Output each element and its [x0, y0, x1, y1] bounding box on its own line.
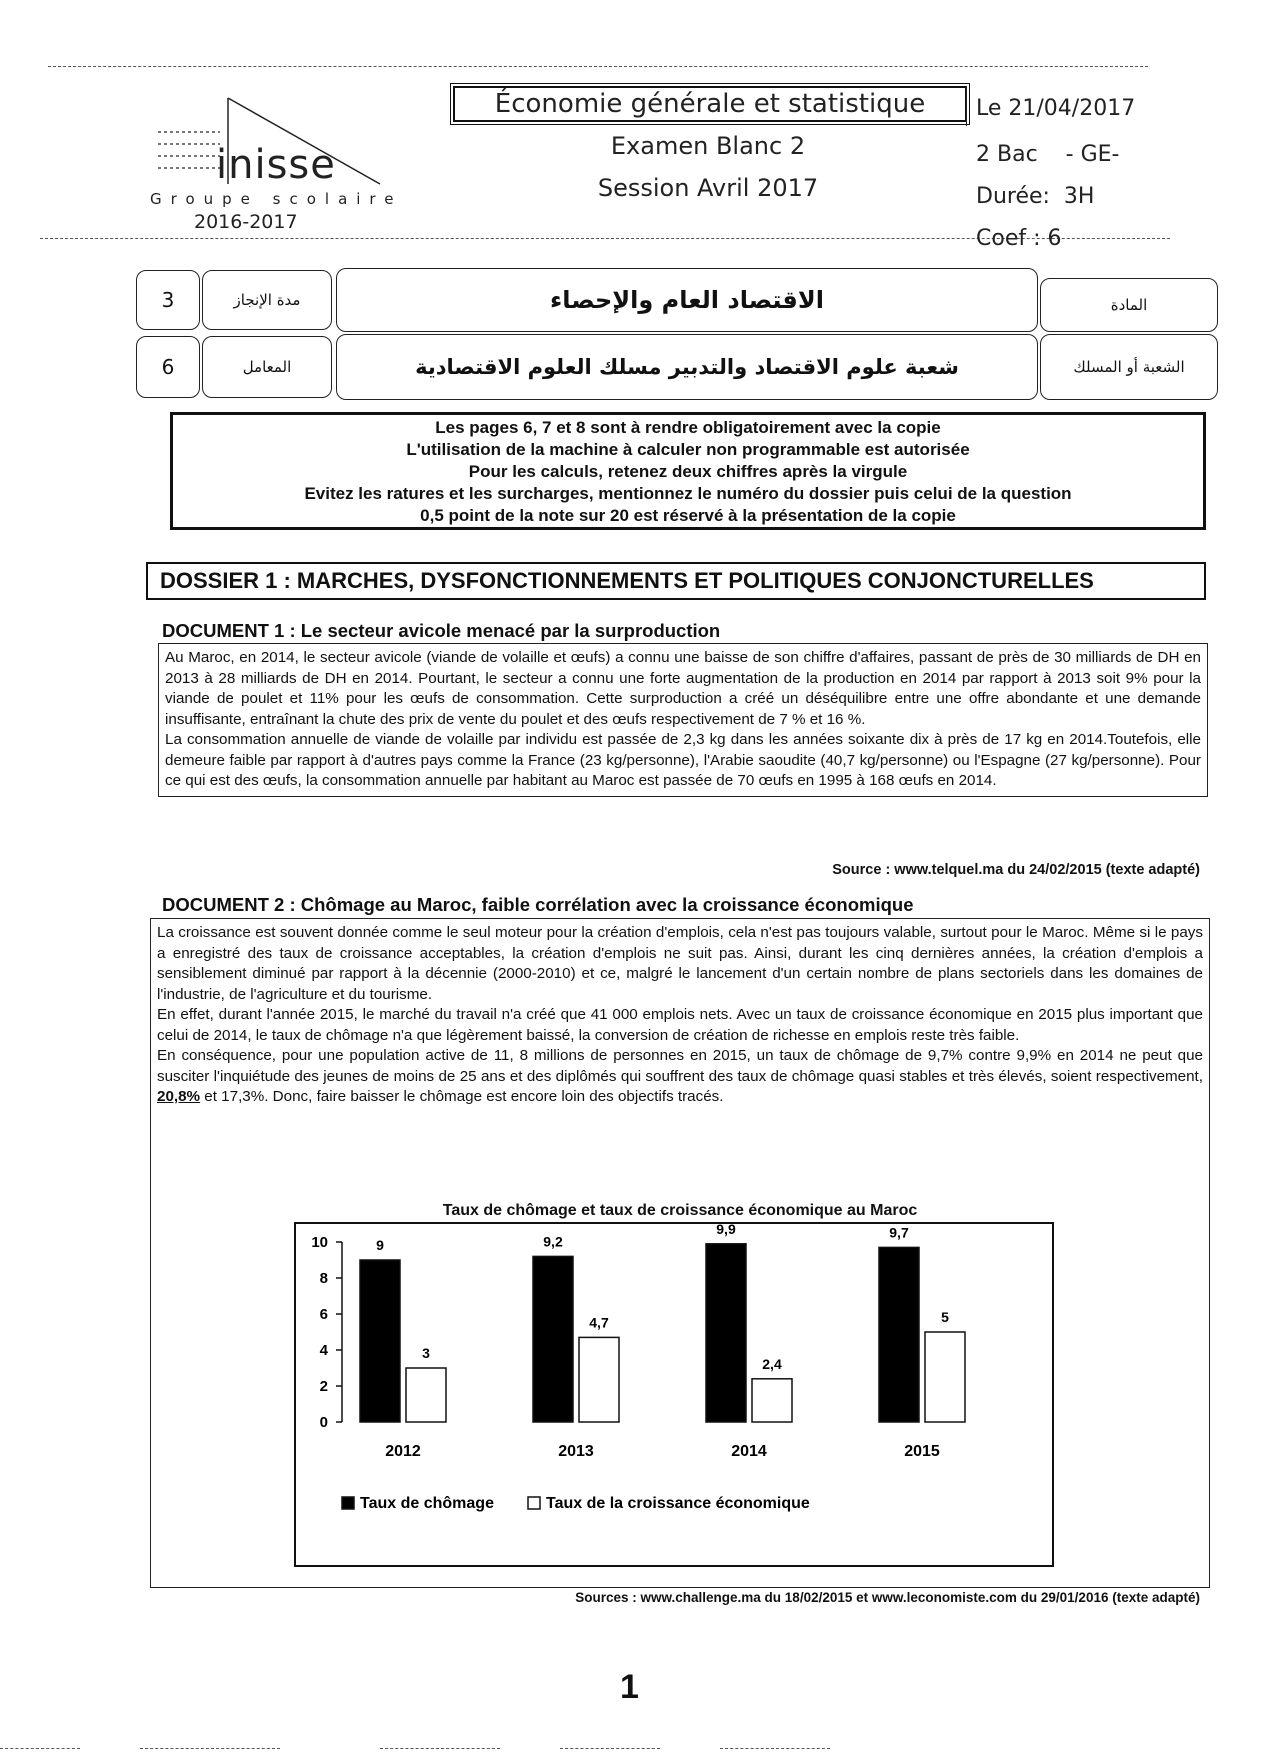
- subject-label-arabic: المادة: [1040, 278, 1218, 332]
- bar-value-label: 3: [422, 1345, 430, 1361]
- y-tick-label: 10: [311, 1234, 328, 1251]
- school-logo: [150, 92, 420, 222]
- coef-value: 6: [136, 336, 200, 398]
- bar-value-label: 9,2: [543, 1233, 563, 1250]
- date-divider: [966, 86, 967, 126]
- class-level: 2 Bac - GE-: [976, 142, 1120, 167]
- bar-value-label: 5: [941, 1309, 949, 1325]
- instruction-line: L'utilisation de la machine à calculer non programmable est autorisée: [406, 440, 970, 459]
- instruction-line: Evitez les ratures et les surcharges, mentionnez le numéro du dossier puis celui de la question: [304, 484, 1072, 503]
- subject-title: Économie générale et statistique: [453, 86, 967, 122]
- x-category-label: 2013: [558, 1443, 594, 1460]
- subject-arabic: الاقتصاد العام والإحصاء: [336, 268, 1038, 332]
- legend-swatch-unemployment: [342, 1497, 354, 1509]
- paragraph-text: et 17,3%. Donc, faire baisser le chômage est encore loin des objectifs tracés.: [200, 1088, 724, 1105]
- page-number: 1: [620, 1668, 639, 1706]
- x-category-label: 2014: [731, 1443, 767, 1460]
- legend-label: Taux de la croissance économique: [546, 1495, 810, 1512]
- growth-bar: [406, 1368, 446, 1422]
- document1-text: [158, 643, 1208, 797]
- y-tick-label: 2: [319, 1378, 328, 1395]
- x-category-label: 2012: [385, 1443, 421, 1460]
- exam-date: Le 21/04/2017: [976, 96, 1136, 121]
- bottom-rule: [720, 1748, 830, 1749]
- instruction-line: Les pages 6, 7 et 8 sont à rendre obligatoirement avec la copie: [435, 418, 941, 437]
- chart-title: Taux de chômage et taux de croissance économique au Maroc: [442, 1202, 918, 1219]
- unemployment-growth-chart: [294, 1222, 1054, 1567]
- arabic-info-table: [136, 264, 1220, 406]
- coef-label: المعامل: [202, 336, 332, 398]
- bottom-rule: [560, 1748, 660, 1749]
- document2-paragraph: En effet, durant l'année 2015, le marché du travail n'a créé que 41 000 emplois nets. Avec un taux de croissance économique en 2015 plus important que celui de 2014, le taux de chômage n'a que légèrement baissé, la conversion de création de richesse en emplois reste très faible.: [157, 1006, 1203, 1044]
- document2-paragraph: [157, 1046, 1203, 1108]
- unemployment-bar: [879, 1247, 919, 1422]
- y-tick-label: 0: [319, 1414, 328, 1431]
- unemployment-bar: [533, 1256, 573, 1422]
- duration-label: مدة الإنجاز: [202, 270, 332, 330]
- document2-title: DOCUMENT 2 : Chômage au Maroc, faible corrélation avec la croissance économique: [162, 894, 914, 915]
- session-title: Session Avril 2017: [597, 174, 819, 202]
- unemployment-bar: [706, 1244, 746, 1422]
- y-tick-label: 6: [319, 1306, 328, 1323]
- unemployment-bar: [360, 1260, 400, 1422]
- bar-value-label: 9,9: [716, 1222, 736, 1237]
- exam-title: Examen Blanc 2: [610, 132, 806, 160]
- bar-value-label: 9: [376, 1237, 384, 1253]
- highlighted-rate: 20,8%: [157, 1088, 201, 1105]
- bar-value-label: 9,7: [889, 1224, 909, 1241]
- exam-coef: Coef : 6: [976, 226, 1062, 251]
- exam-duration: Durée: 3H: [976, 184, 1095, 209]
- top-rule: [48, 66, 1148, 67]
- branch-arabic: شعبة علوم الاقتصاد والتدبير مسلك العلوم الاقتصادية: [336, 334, 1038, 400]
- legend-label: Taux de chômage: [360, 1495, 494, 1512]
- bar-value-label: 4,7: [589, 1314, 609, 1331]
- paragraph-text: En conséquence, pour une population active de 11, 8 millions de personnes en 2015, un taux de chômage de 9,7% contre 9,9% en 2014 ne peut que susciter l'inquiétude des jeunes de moins de 25 ans et des diplômés qui souffrent des taux de chômage quasi stables et très élevés, soient respectivement,: [157, 1047, 1203, 1085]
- x-category-label: 2015: [904, 1443, 940, 1460]
- instruction-line: 0,5 point de la note sur 20 est réservé à la présentation de la copie: [420, 506, 956, 525]
- bottom-rule: [140, 1748, 280, 1749]
- growth-bar: [925, 1332, 965, 1422]
- branch-label-arabic: الشعبة أو المسلك: [1040, 334, 1218, 400]
- document1-title: DOCUMENT 1 : Le secteur avicole menacé par la surproduction: [162, 620, 721, 641]
- school-year: 2016-2017: [194, 211, 298, 233]
- document1-source: Source : www.telquel.ma du 24/02/2015 (texte adapté): [832, 862, 1200, 878]
- growth-bar: [579, 1337, 619, 1422]
- logo-subtitle: Groupe scolaire: [150, 190, 403, 208]
- document1-paragraph: La consommation annuelle de viande de volaille par individu est passée de 2,3 kg dans les années soixante dix à près de 17 kg en 2014.Toutefois, elle demeure faible par rapport à d'autres pays comme la France (23 kg/personne), l'Arabie saoudite (40,7 kg/personne) ou l'Espagne (27 kg/personne). Pour ce qui est des œufs, la consommation annuelle par habitant au Maroc est passée de 70 œufs en 1995 à 168 œufs en 2014.: [165, 731, 1201, 789]
- instruction-line: Pour les calculs, retenez deux chiffres après la virgule: [468, 462, 908, 481]
- logo-word: inisse: [216, 142, 336, 188]
- document1-paragraph: Au Maroc, en 2014, le secteur avicole (viande de volaille et œufs) a connu une baisse de son chiffre d'affaires, passant de près de 30 milliards de DH en 2013 à 28 milliards de DH en 2014. Pourtant, le secteur a connu une forte augmentation de la production en 2014 par rapport à 2013 soit 9% pour la viande de poulet et 11% pour les œufs de consommation. Cette surproduction a créé un déséquilibre entre une offre abondante et une demande insuffisante, entraînant la chute des prix de vente du poulet et des œufs respectivement de 7 % et 16 %.: [165, 649, 1201, 728]
- document2-paragraph: La croissance est souvent donnée comme le seul moteur pour la création d'emplois, cela n'est pas toujours valable, surtout pour le Maroc. Même si le pays a enregistré des taux de croissance acceptables, la création d'emplois ne suit pas. Ainsi, durant les cinq dernières années, la création d'emplois a sensiblement diminué par rapport à la décennie (2000-2010) et ce, malgré le lancement d'un certain nombre de plans sectoriels dans les domaines de l'industrie, de l'agriculture et du tourisme.: [157, 924, 1203, 1003]
- bar-value-label: 2,4: [762, 1355, 782, 1372]
- dossier-title: DOSSIER 1 : MARCHES, DYSFONCTIONNEMENTS ET POLITIQUES CONJONCTURELLES: [146, 562, 1206, 600]
- y-tick-label: 4: [319, 1342, 328, 1359]
- bottom-rule: [0, 1748, 80, 1749]
- y-tick-label: 8: [319, 1270, 328, 1287]
- bottom-rule: [380, 1748, 500, 1749]
- legend-swatch-growth: [528, 1497, 540, 1509]
- document2-source: Sources : www.challenge.ma du 18/02/2015 et www.leconomiste.com du 29/01/2016 (texte adapté): [575, 1590, 1200, 1605]
- duration-value: 3: [136, 270, 200, 330]
- instructions-box: [170, 412, 1206, 530]
- growth-bar: [752, 1379, 792, 1422]
